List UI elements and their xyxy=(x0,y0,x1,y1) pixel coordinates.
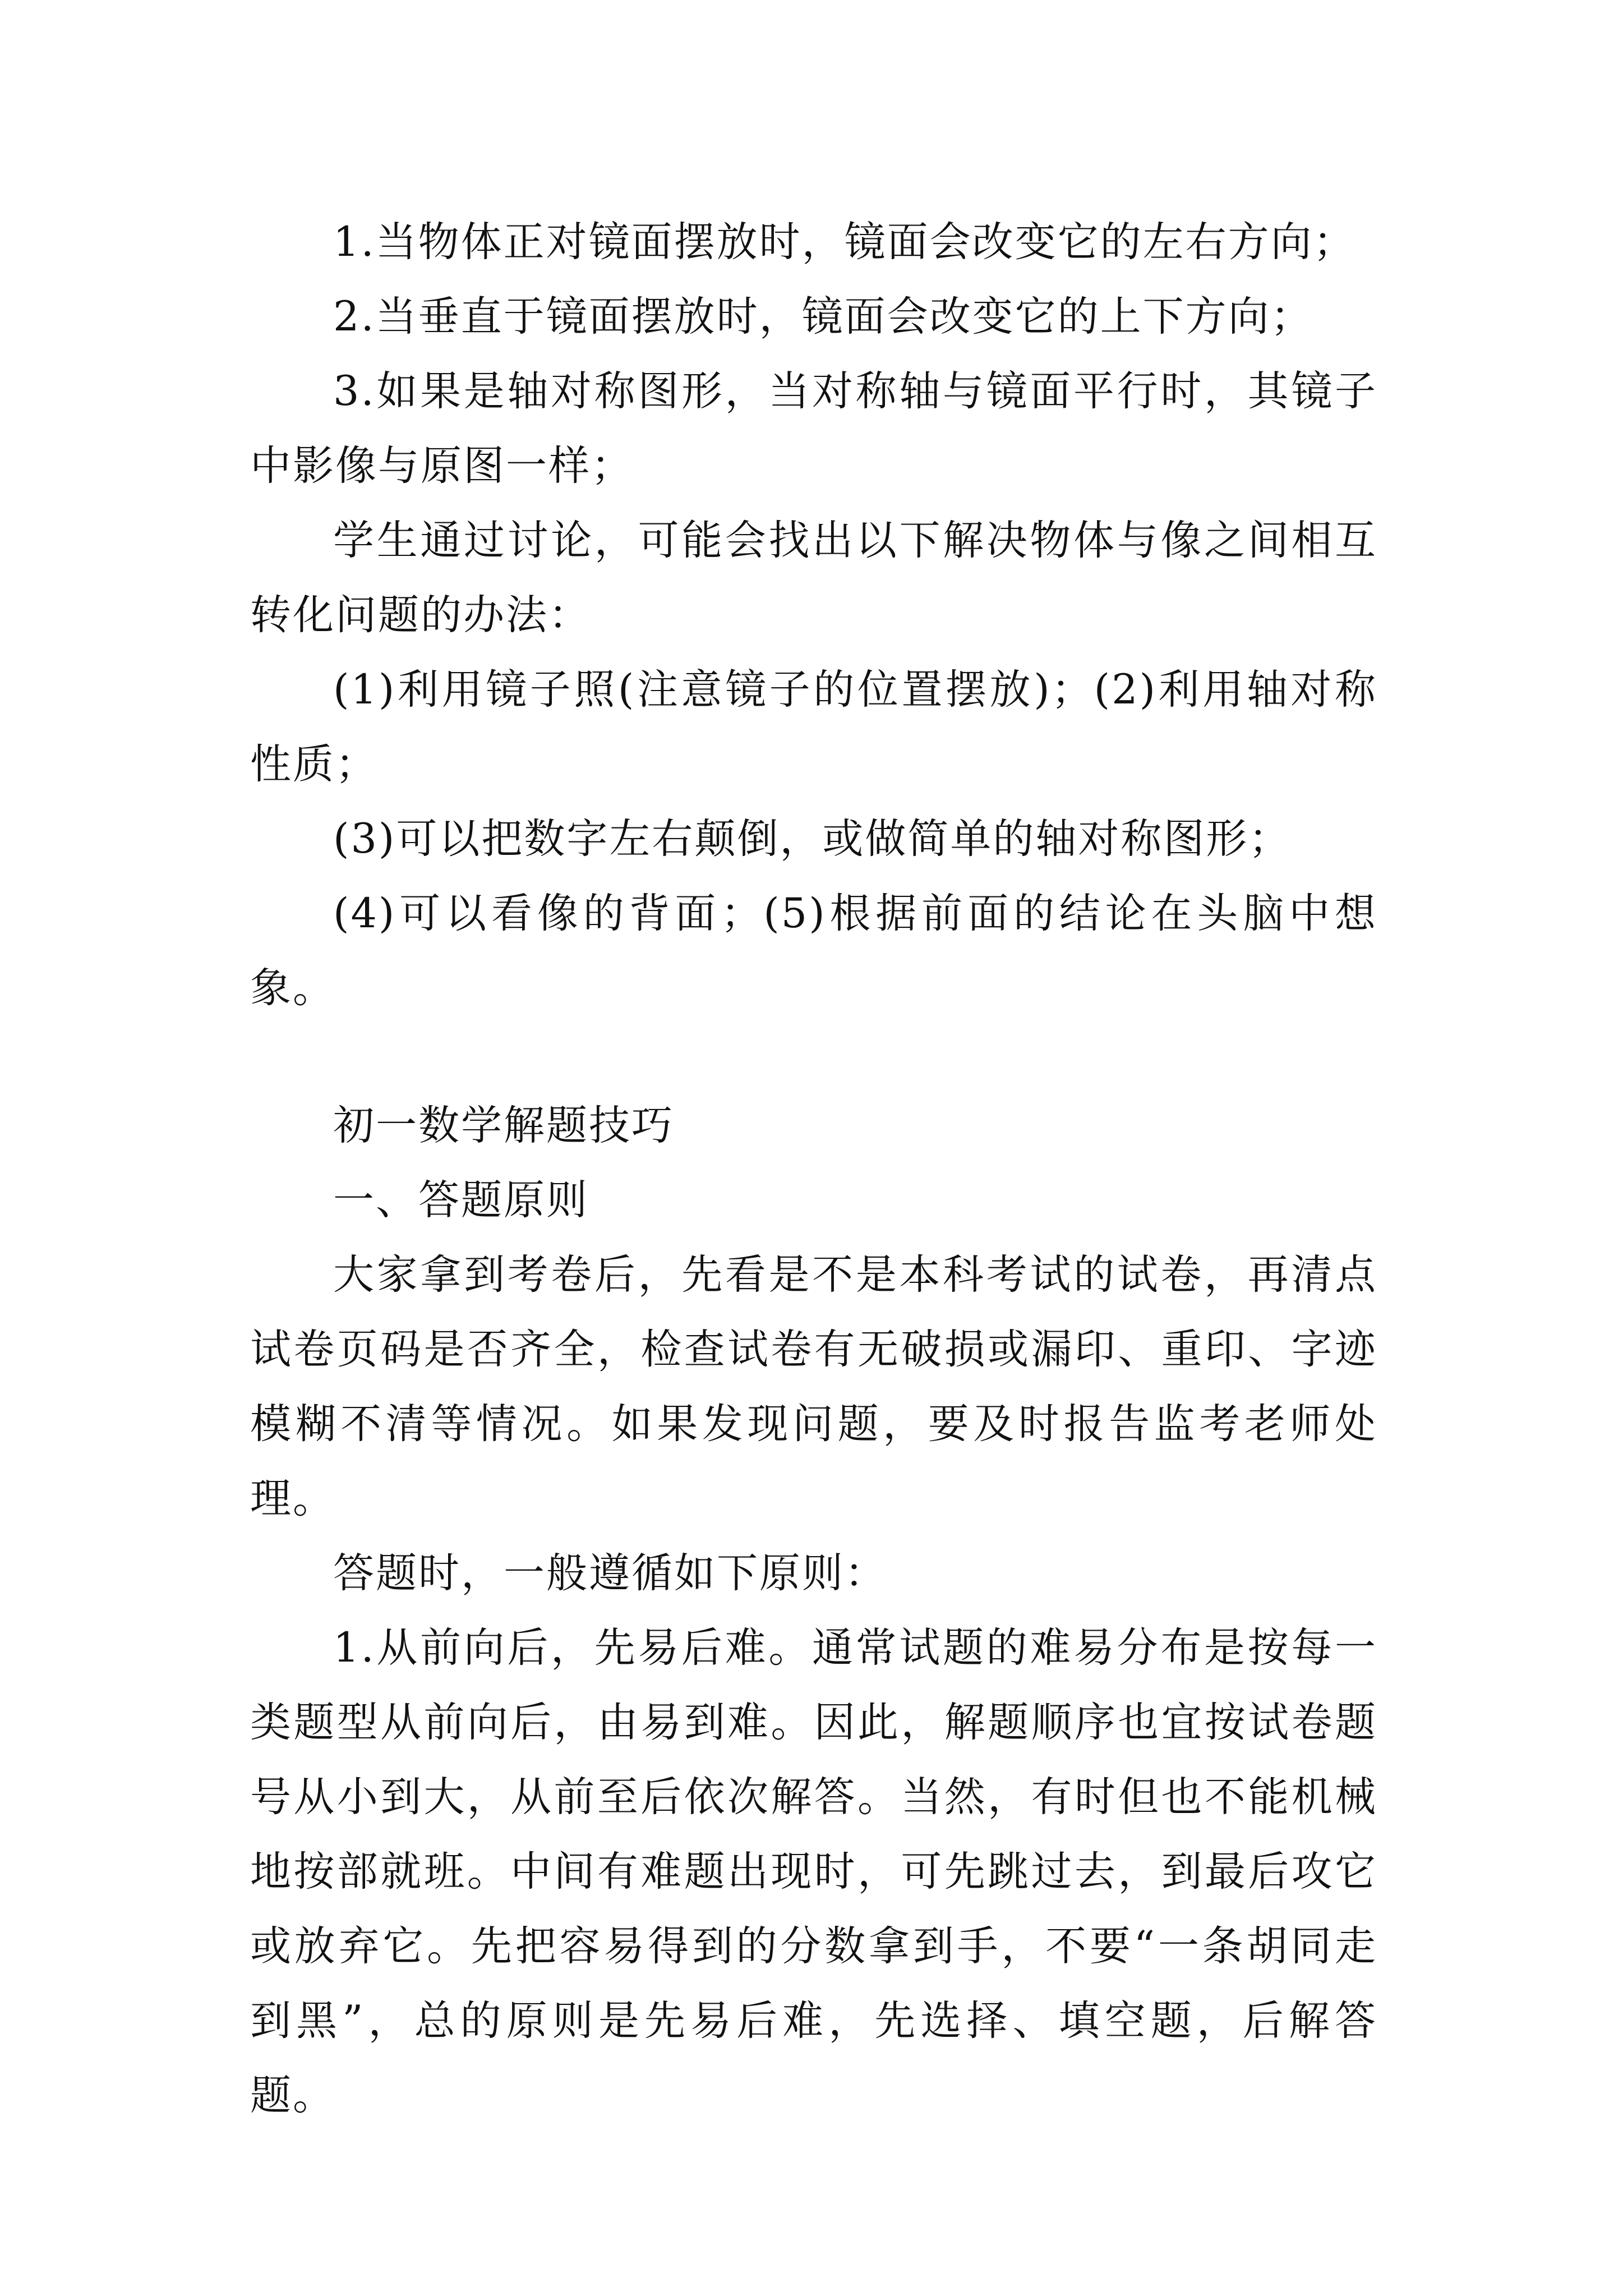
section-subtitle: 一、答题原则 xyxy=(333,1176,589,1224)
paragraph: 3.如果是轴对称图形，当对称轴与镜面平行时，其镜子中影像与原图一样； xyxy=(250,367,1377,490)
paragraph: 1.当物体正对镜面摆放时，镜面会改变它的左右方向； xyxy=(333,218,1356,266)
paragraph: 学生通过讨论，可能会找出以下解决物体与像之间相互转化问题的办法： xyxy=(250,517,1377,639)
paragraph: 大家拿到考卷后，先看是不是本科考试的试卷，再清点试卷页码是否齐全，检查试卷有无破损或漏印、重印、字迹模糊不清等情况。如果发现问题，要及时报告监考老师处理。 xyxy=(250,1251,1377,1522)
paragraph: 1.从前向后，先易后难。通常试题的难易分布是按每一类题型从前向后，由易到难。因此，解题顺序也宜按试卷题号从小到大，从前至后依次解答。当然，有时但也不能机械地按部就班。中间有难题出现时，可先跳过去，到最后攻它或放弃它。先把容易得到的分数拿到手，不要“一条胡同走到黑”，总的原则是先易后难，先选择、填空题，后解答题。 xyxy=(250,1624,1377,2119)
paragraph: (4)可以看像的背面；(5)根据前面的结论在头脑中想象。 xyxy=(250,890,1377,1012)
paragraph: (3)可以把数字左右颠倒，或做简单的轴对称图形； xyxy=(333,815,1292,863)
paragraph: 2.当垂直于镜面摆放时，镜面会改变它的上下方向； xyxy=(333,293,1313,341)
section-title: 初一数学解题技巧 xyxy=(333,1102,674,1149)
math-tips-section xyxy=(250,1088,1377,2133)
paragraph: 答题时，一般遵循如下原则： xyxy=(333,1549,887,1597)
paragraph: (1)利用镜子照(注意镜子的位置摆放)；(2)利用轴对称性质； xyxy=(250,666,1377,788)
mirror-conclusions-section xyxy=(250,205,1377,1025)
